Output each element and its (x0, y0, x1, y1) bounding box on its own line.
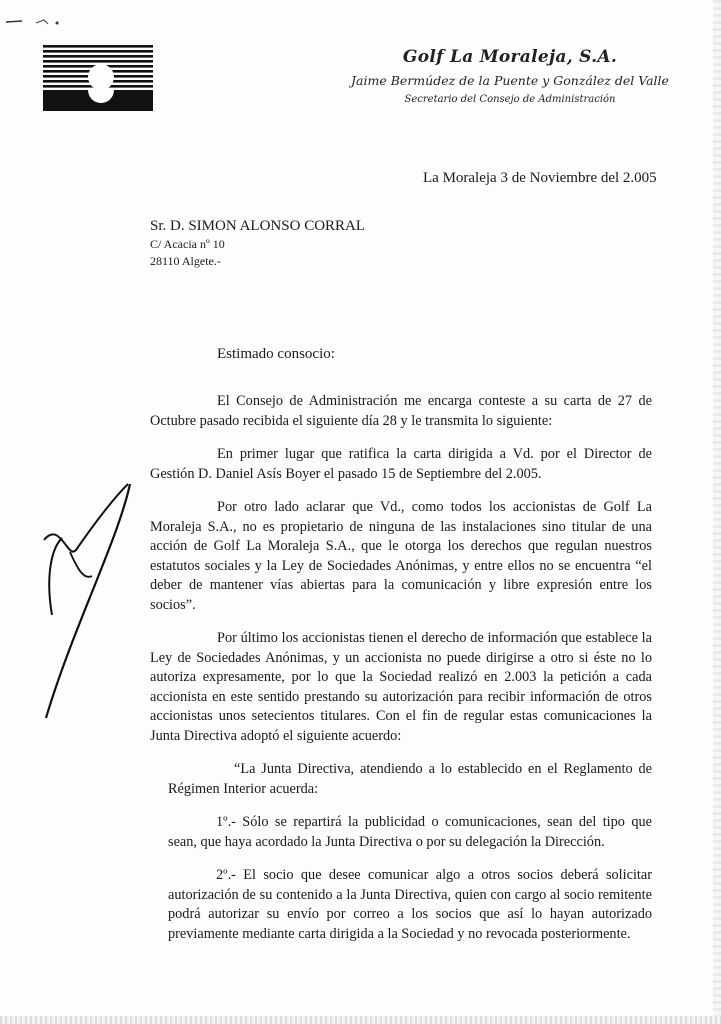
letterhead-company: Golf La Moraleja, S.A. (402, 47, 618, 67)
letter-date: La Moraleja 3 de Noviembre del 2.005 (423, 170, 657, 186)
paragraph-intro: El Consejo de Administración me encarga conteste a su carta de 27 de Octubre pasado recibida el siguiente día 28 y le transmita lo siguiente: (150, 393, 652, 429)
paragraph-board-agreement: “La Junta Directiva, atendiendo a lo establecido en el Reglamento de Régimen Interior acuerda: (168, 761, 652, 797)
agreement-item-2: 2º.- El socio que desee comunicar algo a otros socios deberá solicitar autorización de su contenido a la Junta Directiva, quien con cargo al socio remitente podrá autorizar su envío por correo a los socios que así lo hayan autorizado previamente mediante carta dirigida a la Sociedad y no revocada posteriormente. (168, 867, 652, 942)
letter-body (150, 392, 652, 958)
recipient-street: C/ Acacia nº 10 (150, 237, 225, 251)
scan-bottom-artifact (0, 1016, 721, 1024)
salutation: Estimado consocio: (217, 346, 335, 362)
paragraph-information-right: Por último los accionistas tienen el derecho de información que establece la Ley de Sociedades Anónimas, y un accionista no puede dirigirse a otro si éste no lo autoriza expresamente, por lo que la Sociedad realizó en 2.003 la petición a cada accionista en este sentido prestando su autorización para recibir información de otros accionistas unos setecientos titulares. Con el fin de regular estas comunicaciones la Junta Directiva adoptó el siguiente acuerdo: (150, 630, 652, 744)
paragraph-ratification: En primer lugar que ratifica la carta dirigida a Vd. por el Director de Gestión D. Daniel Asís Boyer el pasado 15 de Septiembre del 2.005. (150, 446, 652, 482)
paragraph-shareholder-rights: Por otro lado aclarar que Vd., como todos los accionistas de Golf La Moraleja S.A., no es propietario de ninguna de las instalaciones sino titular de una acción de Golf La Moraleja S.A., que le otorga los derechos que regulan nuestros estatutos sociales y la Ley de Sociedades Anónimas, y entre ellos no se encuentra “el deber de mantener vías abiertas para la comunicación y libre expresión entre los socios”. (150, 499, 652, 613)
agreement-item-1: 1º.- Sólo se repartirá la publicidad o comunicaciones, sean del tipo que sean, que haya acordado la Junta Directiva o por su delegación la Dirección. (168, 814, 652, 850)
scan-mark-icon (4, 14, 64, 28)
recipient-name: Sr. D. SIMON ALONSO CORRAL (150, 218, 366, 234)
letterhead-sender-role: Secretario del Consejo de Administración (404, 94, 616, 105)
recipient-address (150, 218, 365, 269)
letterhead (340, 47, 680, 105)
letterhead-sender-name: Jaime Bermúdez de la Puente y González del Valle (351, 73, 669, 88)
recipient-city: 28110 Algete.- (150, 254, 221, 268)
handwritten-mark-icon (32, 480, 142, 720)
scan-edge-artifact (713, 0, 721, 1024)
company-logo-icon (43, 44, 153, 112)
